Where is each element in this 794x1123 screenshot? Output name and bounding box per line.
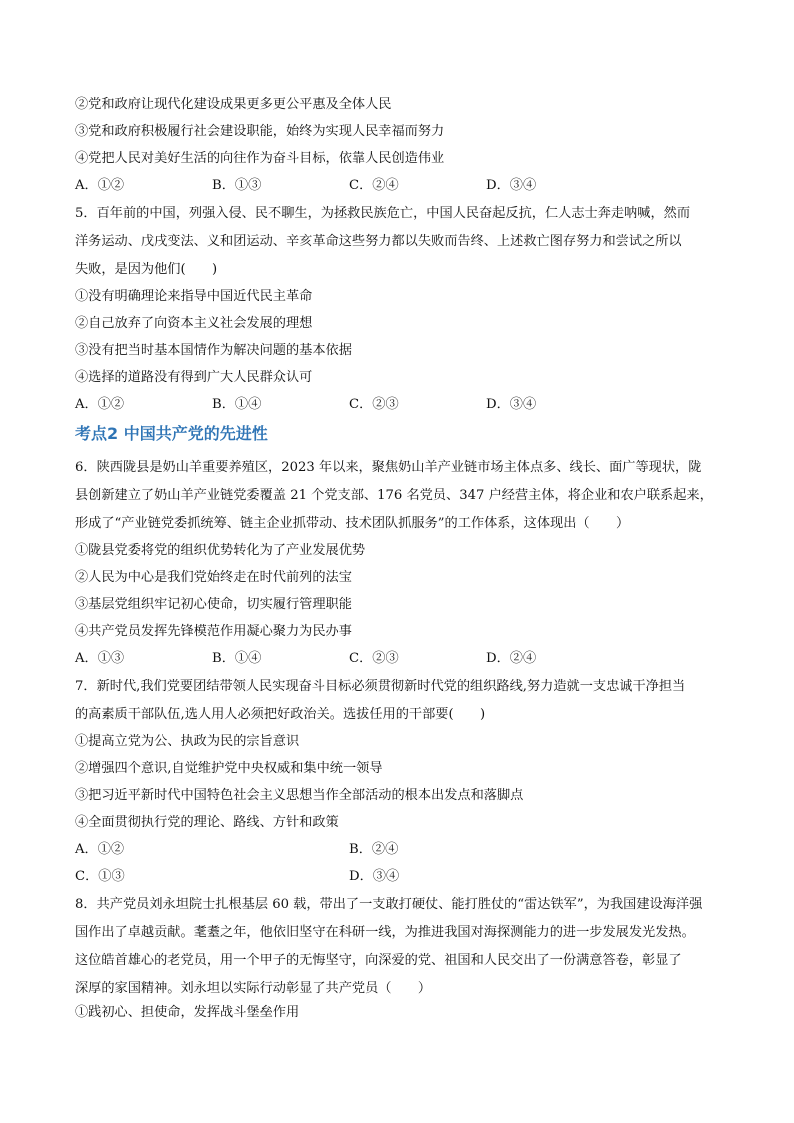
q6-item: ④共产党员发挥先锋模范作用凝心聚力为民办事 xyxy=(75,624,352,639)
q7-item: ②增强四个意识,自觉维护党中央权威和集中统一领导 xyxy=(75,761,383,776)
q5-option-c: C．②③ xyxy=(349,397,399,412)
q5-item: ③没有把当时基本国情作为解决问题的基本依据 xyxy=(75,343,352,358)
q5-stem-line: 洋务运动、戊戌变法、义和团运动、辛亥革命这些努力都以失败而告终、上述救亡图存努力和尝试之所以 xyxy=(75,234,682,249)
q7-option-c: C．①③ xyxy=(75,869,125,884)
q5-item: ④选择的道路没有得到广大人民群众认可 xyxy=(75,370,313,385)
q5-stem-line: 失败，是因为他们( ) xyxy=(75,262,218,277)
q4-option-c: C．②④ xyxy=(349,178,399,193)
q8-stem-line: 8．共产党员刘永坦院士扎根基层 60 载，带出了一支敢打硬仗、能打胜仗的“雷达铁军”，为我国建设海洋强 xyxy=(75,897,703,912)
q6-stem-line: 形成了“产业链党委抓统筹、链主企业抓带动、技术团队抓服务”的工作体系，这体现出（ ） xyxy=(75,516,630,531)
q5-option-a: A．①② xyxy=(75,397,125,412)
q4-option-b: B．①③ xyxy=(212,178,262,193)
q4-option-a: A．①② xyxy=(75,178,125,193)
q4-item-3: ③党和政府积极履行社会建设职能，始终为实现人民幸福而努力 xyxy=(75,124,445,139)
q6-stem-line: 县创新建立了奶山羊产业链党委覆盖 21 个党支部、176 名党员、347 户经营主体，将企业和农户联系起来， xyxy=(75,488,713,503)
q6-item: ③基层党组织牢记初心使命，切实履行管理职能 xyxy=(75,597,352,612)
q7-option-a: A．①② xyxy=(75,842,125,857)
q8-item: ①践初心、担使命，发挥战斗堡垒作用 xyxy=(75,1005,300,1020)
q6-option-c: C．②③ xyxy=(349,651,399,666)
q5-option-d: D．③④ xyxy=(486,397,537,412)
q5-option-b: B．①④ xyxy=(212,397,262,412)
q7-stem-line: 7．新时代,我们党要团结带领人民实现奋斗目标必须贯彻新时代党的组织路线,努力造就一支忠诚干净担当 xyxy=(75,679,686,694)
q7-item: ③把习近平新时代中国特色社会主义思想当作全部活动的根本出发点和落脚点 xyxy=(75,788,524,803)
section-heading: 考点2 中国共产党的先进性 xyxy=(75,424,268,443)
q5-stem-line: 5．百年前的中国，列强入侵、民不聊生，为拯救民族危亡，中国人民奋起反抗，仁人志士奔走呐喊，然而 xyxy=(75,206,691,221)
q6-option-a: A．①③ xyxy=(75,651,125,666)
q4-item-2: ②党和政府让现代化建设成果更多更公平惠及全体人民 xyxy=(75,97,392,112)
q6-stem-line: 6．陕西陇县是奶山羊重要养殖区，2023 年以来，聚焦奶山羊产业链市场主体点多、线长、面广等现状，陇 xyxy=(75,460,702,475)
q6-option-d: D．②④ xyxy=(486,651,537,666)
q7-option-b: B．②④ xyxy=(349,842,399,857)
q6-item: ②人民为中心是我们党始终走在时代前列的法宝 xyxy=(75,570,352,585)
q7-item: ①提高立党为公、执政为民的宗旨意识 xyxy=(75,734,300,749)
q5-item: ②自己放弃了向资本主义社会发展的理想 xyxy=(75,316,313,331)
q8-stem-line: 国作出了卓越贡献。耄耋之年，他依旧坚守在科研一线，为推进我国对海探测能力的进一步发展发光发热。 xyxy=(75,925,695,940)
q5-item: ①没有明确理论来指导中国近代民主革命 xyxy=(75,289,313,304)
q7-item: ④全面贯彻执行党的理论、路线、方针和政策 xyxy=(75,815,339,830)
q7-stem-line: 的高素质干部队伍,选人用人必须把好政治关。选拔任用的干部要( ) xyxy=(75,707,486,722)
q6-item: ①陇县党委将党的组织优势转化为了产业发展优势 xyxy=(75,543,366,558)
q7-option-d: D．③④ xyxy=(349,869,400,884)
q4-item-4: ④党把人民对美好生活的向往作为奋斗目标，依靠人民创造伟业 xyxy=(75,151,445,166)
q6-option-b: B．①④ xyxy=(212,651,262,666)
q8-stem-line: 这位皓首雄心的老党员，用一个甲子的无悔坚守，向深爱的党、祖国和人民交出了一份满意答卷，彰显了 xyxy=(75,953,682,968)
q8-stem-line: 深厚的家国精神。刘永坦以实际行动彰显了共产党员（ ） xyxy=(75,981,432,996)
q4-option-d: D．③④ xyxy=(486,178,537,193)
